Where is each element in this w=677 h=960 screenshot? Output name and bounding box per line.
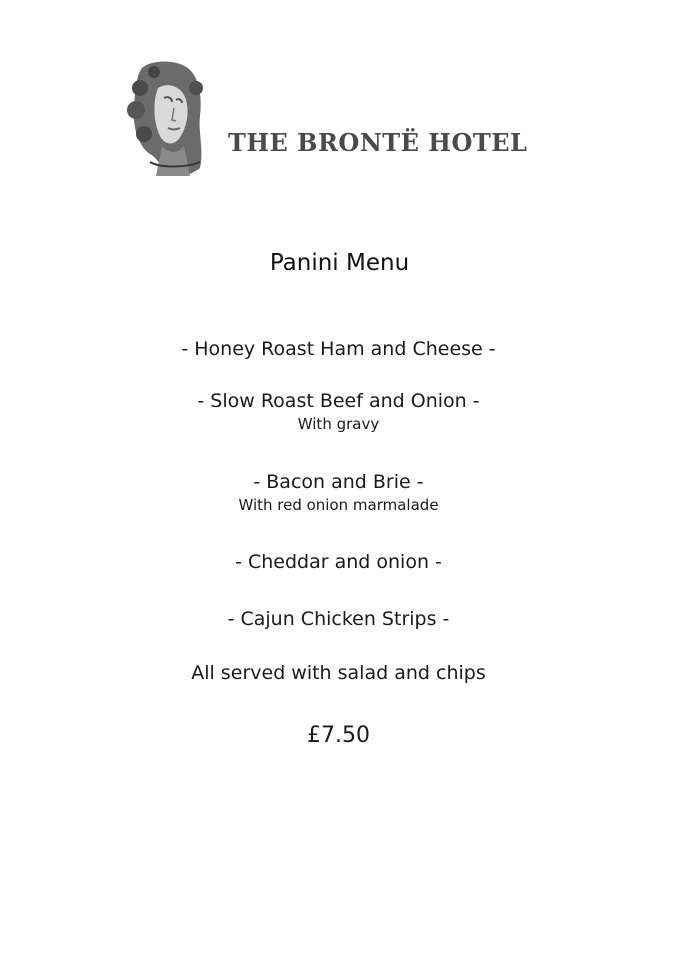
menu-title: Panini Menu <box>269 250 410 276</box>
menu-item-name: - Cheddar and onion - <box>235 551 442 573</box>
menu-item-name: - Bacon and Brie - <box>253 471 424 493</box>
menu-item-name: - Honey Roast Ham and Cheese - <box>181 338 496 360</box>
menu-item-name: - Slow Roast Beef and Onion - <box>197 390 480 412</box>
menu-item-name: - Cajun Chicken Strips - <box>227 608 450 630</box>
hotel-name: THE BRONTË HOTEL <box>228 128 528 157</box>
hotel-logo <box>120 58 560 182</box>
menu-item <box>0 388 677 434</box>
portrait-icon <box>120 58 216 182</box>
price: £7.50 <box>307 723 370 748</box>
menu-item-description: With gravy <box>297 415 380 433</box>
menu-item <box>0 549 677 575</box>
menu-item <box>0 469 677 515</box>
served-with-note: All served with salad and chips <box>191 662 486 684</box>
menu-item <box>0 606 677 632</box>
menu-item <box>0 336 677 362</box>
menu-item-description: With red onion marmalade <box>238 496 439 514</box>
